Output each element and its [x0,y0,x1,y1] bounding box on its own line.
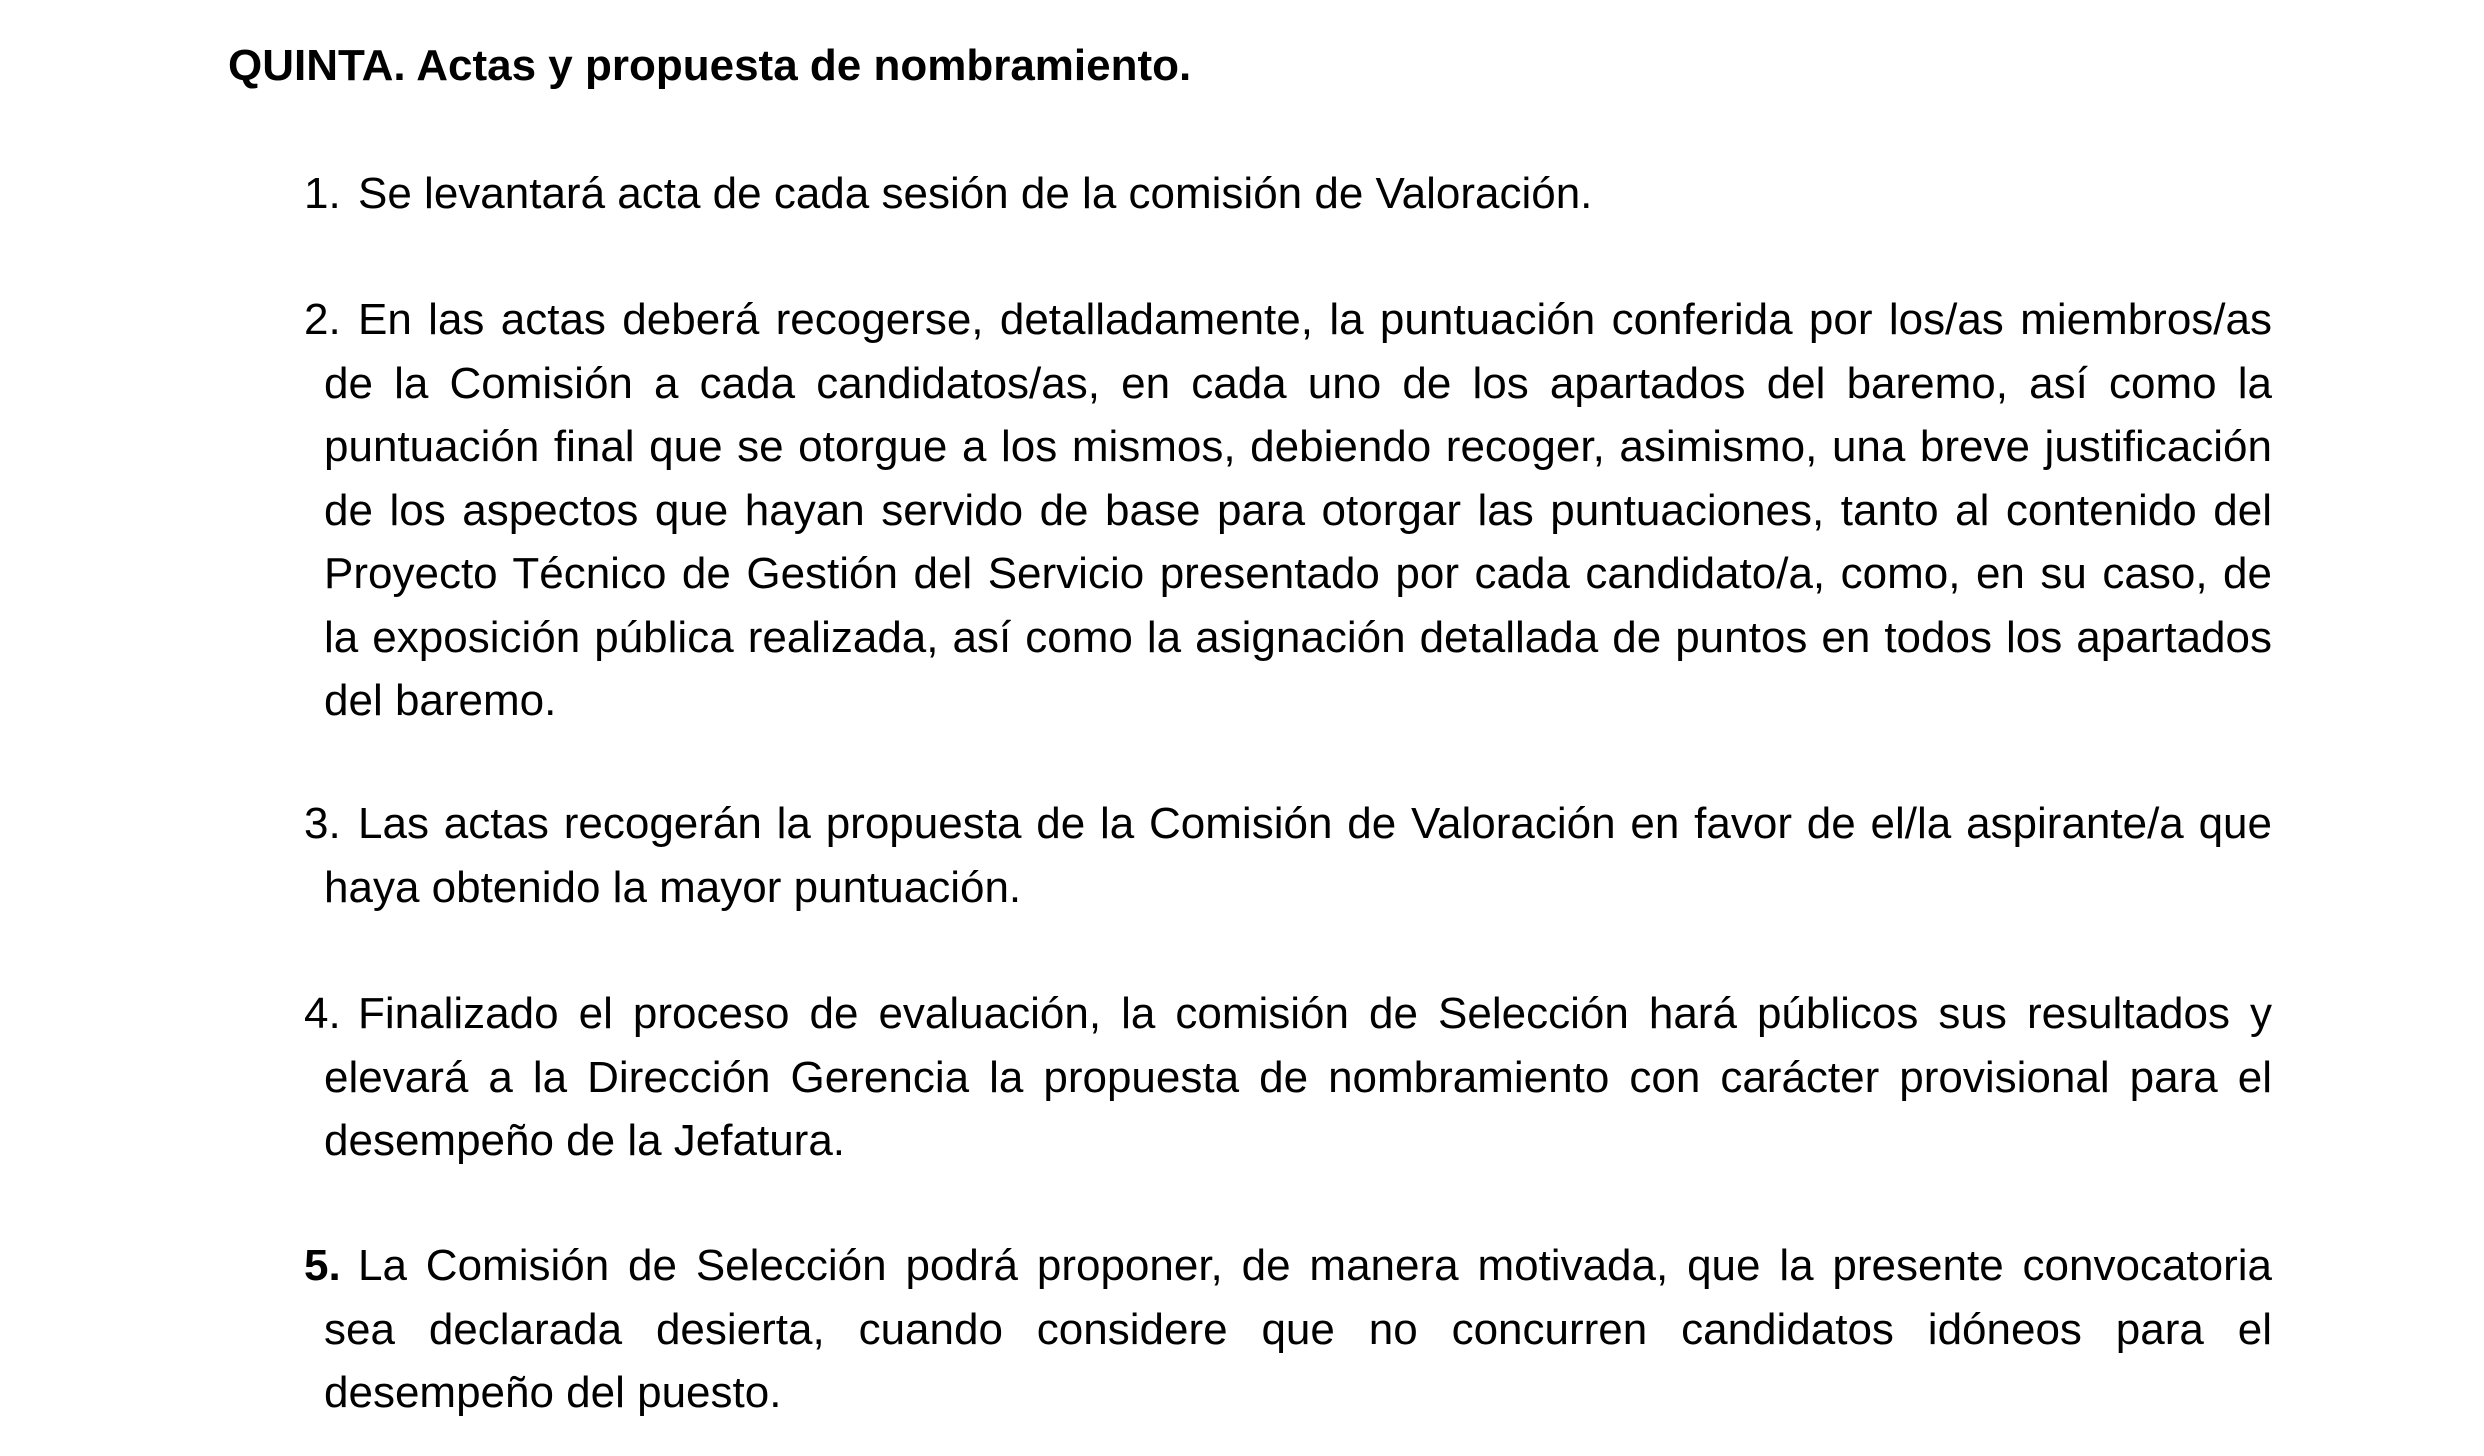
item-number: 1. [304,169,341,218]
item-number: 2. [304,295,341,344]
item-text: Finalizado el proceso de evaluación, la comisión de Selección hará públicos sus resultados y elevará a la Dirección Gerencia la propuesta de nombramiento con carácter provisional para el desempeño de la Jefatura. [324,989,2272,1165]
item-text: En las actas deberá recogerse, detalladamente, la puntuación conferida por los/as miembros/as de la Comisión a cada candidatos/as, en cada uno de los apartados del baremo, así como la puntuación final que se otorgue a los mismos, debiendo recoger, asimismo, una breve justificación de los aspectos que hayan servido de base para otorgar las puntuaciones, tanto al contenido del Proyecto Técnico de Gestión del Servicio presentado por cada candidato/a, como, en su caso, de la exposición pública realizada, así como la asignación detallada de puntos en todos los apartados del baremo. [324,295,2272,725]
item-text: La Comisión de Selección podrá proponer, de manera motivada, que la presente convocatoria sea declarada desierta, cuando considere que no concurren candidatos idóneos para el desempeño del puesto. [324,1241,2272,1417]
section-heading: QUINTA. Actas y propuesta de nombramiento. [228,41,1192,90]
item-number: 3. [304,799,341,848]
list-item-1 [304,162,2272,226]
item-number: 4. [304,989,341,1038]
list-item-3 [304,792,2272,919]
item-text: Las actas recogerán la propuesta de la Comisión de Valoración en favor de el/la aspirante/a que haya obtenido la mayor puntuación. [324,799,2272,912]
list-item-4 [304,982,2272,1173]
list-item-5 [304,1234,2272,1425]
list-item-2 [304,288,2272,733]
item-number: 5. [304,1241,341,1290]
item-text: Se levantará acta de cada sesión de la comisión de Valoración. [358,169,1593,218]
